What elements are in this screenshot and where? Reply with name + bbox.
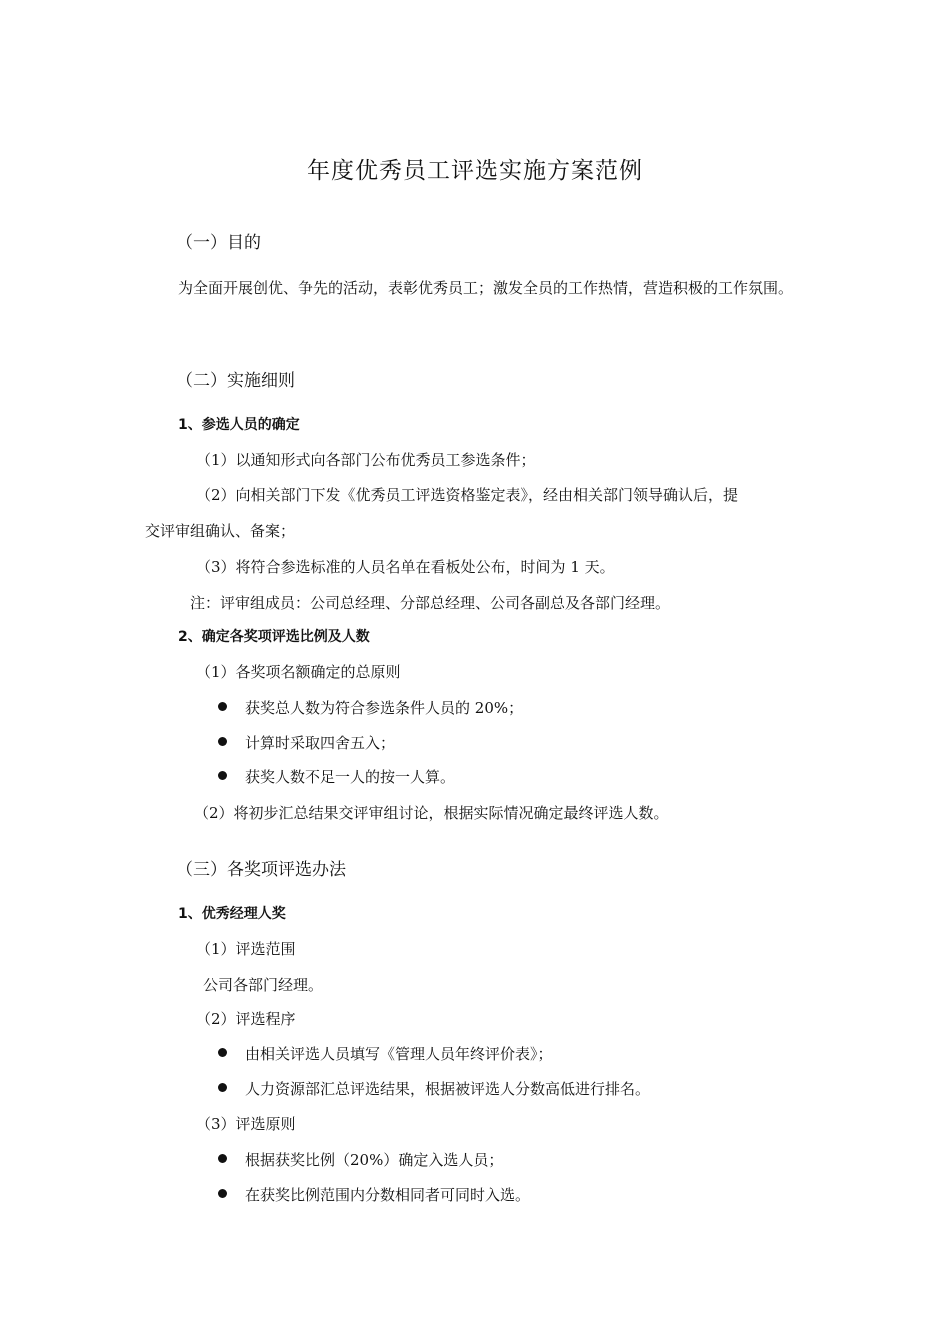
award-ratio-item-1: （1）各奖项名额确定的总原则 bbox=[196, 663, 401, 681]
subheading-award-ratio: 2、确定各奖项评选比例及人数 bbox=[178, 629, 370, 645]
bullet-icon bbox=[218, 1083, 227, 1092]
participants-item-1: （1）以通知形式向各部门公布优秀员工参选条件； bbox=[196, 451, 536, 469]
list-item: 由相关评选人员填写《管理人员年终评价表》； bbox=[218, 1043, 553, 1064]
subheading-participants: 1、参选人员的确定 bbox=[178, 417, 300, 433]
manager-award-principles: （3）评选原则 bbox=[196, 1115, 296, 1133]
manager-award-scope: （1）评选范围 bbox=[196, 940, 296, 958]
bullet-icon bbox=[218, 1189, 227, 1198]
section-heading-award-methods: （三）各奖项评选办法 bbox=[176, 860, 346, 880]
subheading-manager-award: 1、优秀经理人奖 bbox=[178, 906, 286, 922]
bullet-icon bbox=[218, 1154, 227, 1163]
bullet-icon bbox=[218, 702, 227, 711]
document-title: 年度优秀员工评选实施方案范例 bbox=[307, 158, 643, 184]
list-item: 获奖总人数为符合参选条件人员的 20%； bbox=[218, 697, 523, 718]
award-ratio-item-2: （2）将初步汇总结果交评审组讨论，根据实际情况确定最终评选人数。 bbox=[194, 804, 669, 822]
list-item: 在获奖比例范围内分数相同者可同时入选。 bbox=[218, 1184, 530, 1205]
section-heading-implementation: （二）实施细则 bbox=[176, 371, 295, 391]
participants-item-3: （3）将符合参选标准的人员名单在看板处公布，时间为 1 天。 bbox=[196, 558, 615, 576]
bullet-icon bbox=[218, 771, 227, 780]
list-item: 根据获奖比例（20%）确定入选人员； bbox=[218, 1149, 503, 1170]
review-team-note: 注：评审组成员：公司总经理、分部总经理、公司各副总及各部门经理。 bbox=[190, 594, 671, 612]
list-item: 人力资源部汇总评选结果，根据被评选人分数高低进行排名。 bbox=[218, 1078, 650, 1099]
manager-award-scope-text: 公司各部门经理。 bbox=[203, 976, 324, 994]
manager-award-procedure: （2）评选程序 bbox=[196, 1010, 296, 1028]
list-item: 获奖人数不足一人的按一人算。 bbox=[218, 766, 455, 787]
participants-item-2-line-2: 交评审组确认、备案； bbox=[145, 522, 296, 540]
list-item: 计算时采取四舍五入； bbox=[218, 732, 395, 753]
purpose-paragraph: 为全面开展创优、争先的活动，表彰优秀员工；激发全员的工作热情，营造积极的工作氛围。 bbox=[178, 279, 794, 297]
participants-item-2-line-1: （2）向相关部门下发《优秀员工评选资格鉴定表》，经由相关部门领导确认后，提 bbox=[196, 486, 739, 504]
bullet-icon bbox=[218, 737, 227, 746]
section-heading-purpose: （一）目的 bbox=[176, 233, 261, 253]
bullet-icon bbox=[218, 1048, 227, 1057]
